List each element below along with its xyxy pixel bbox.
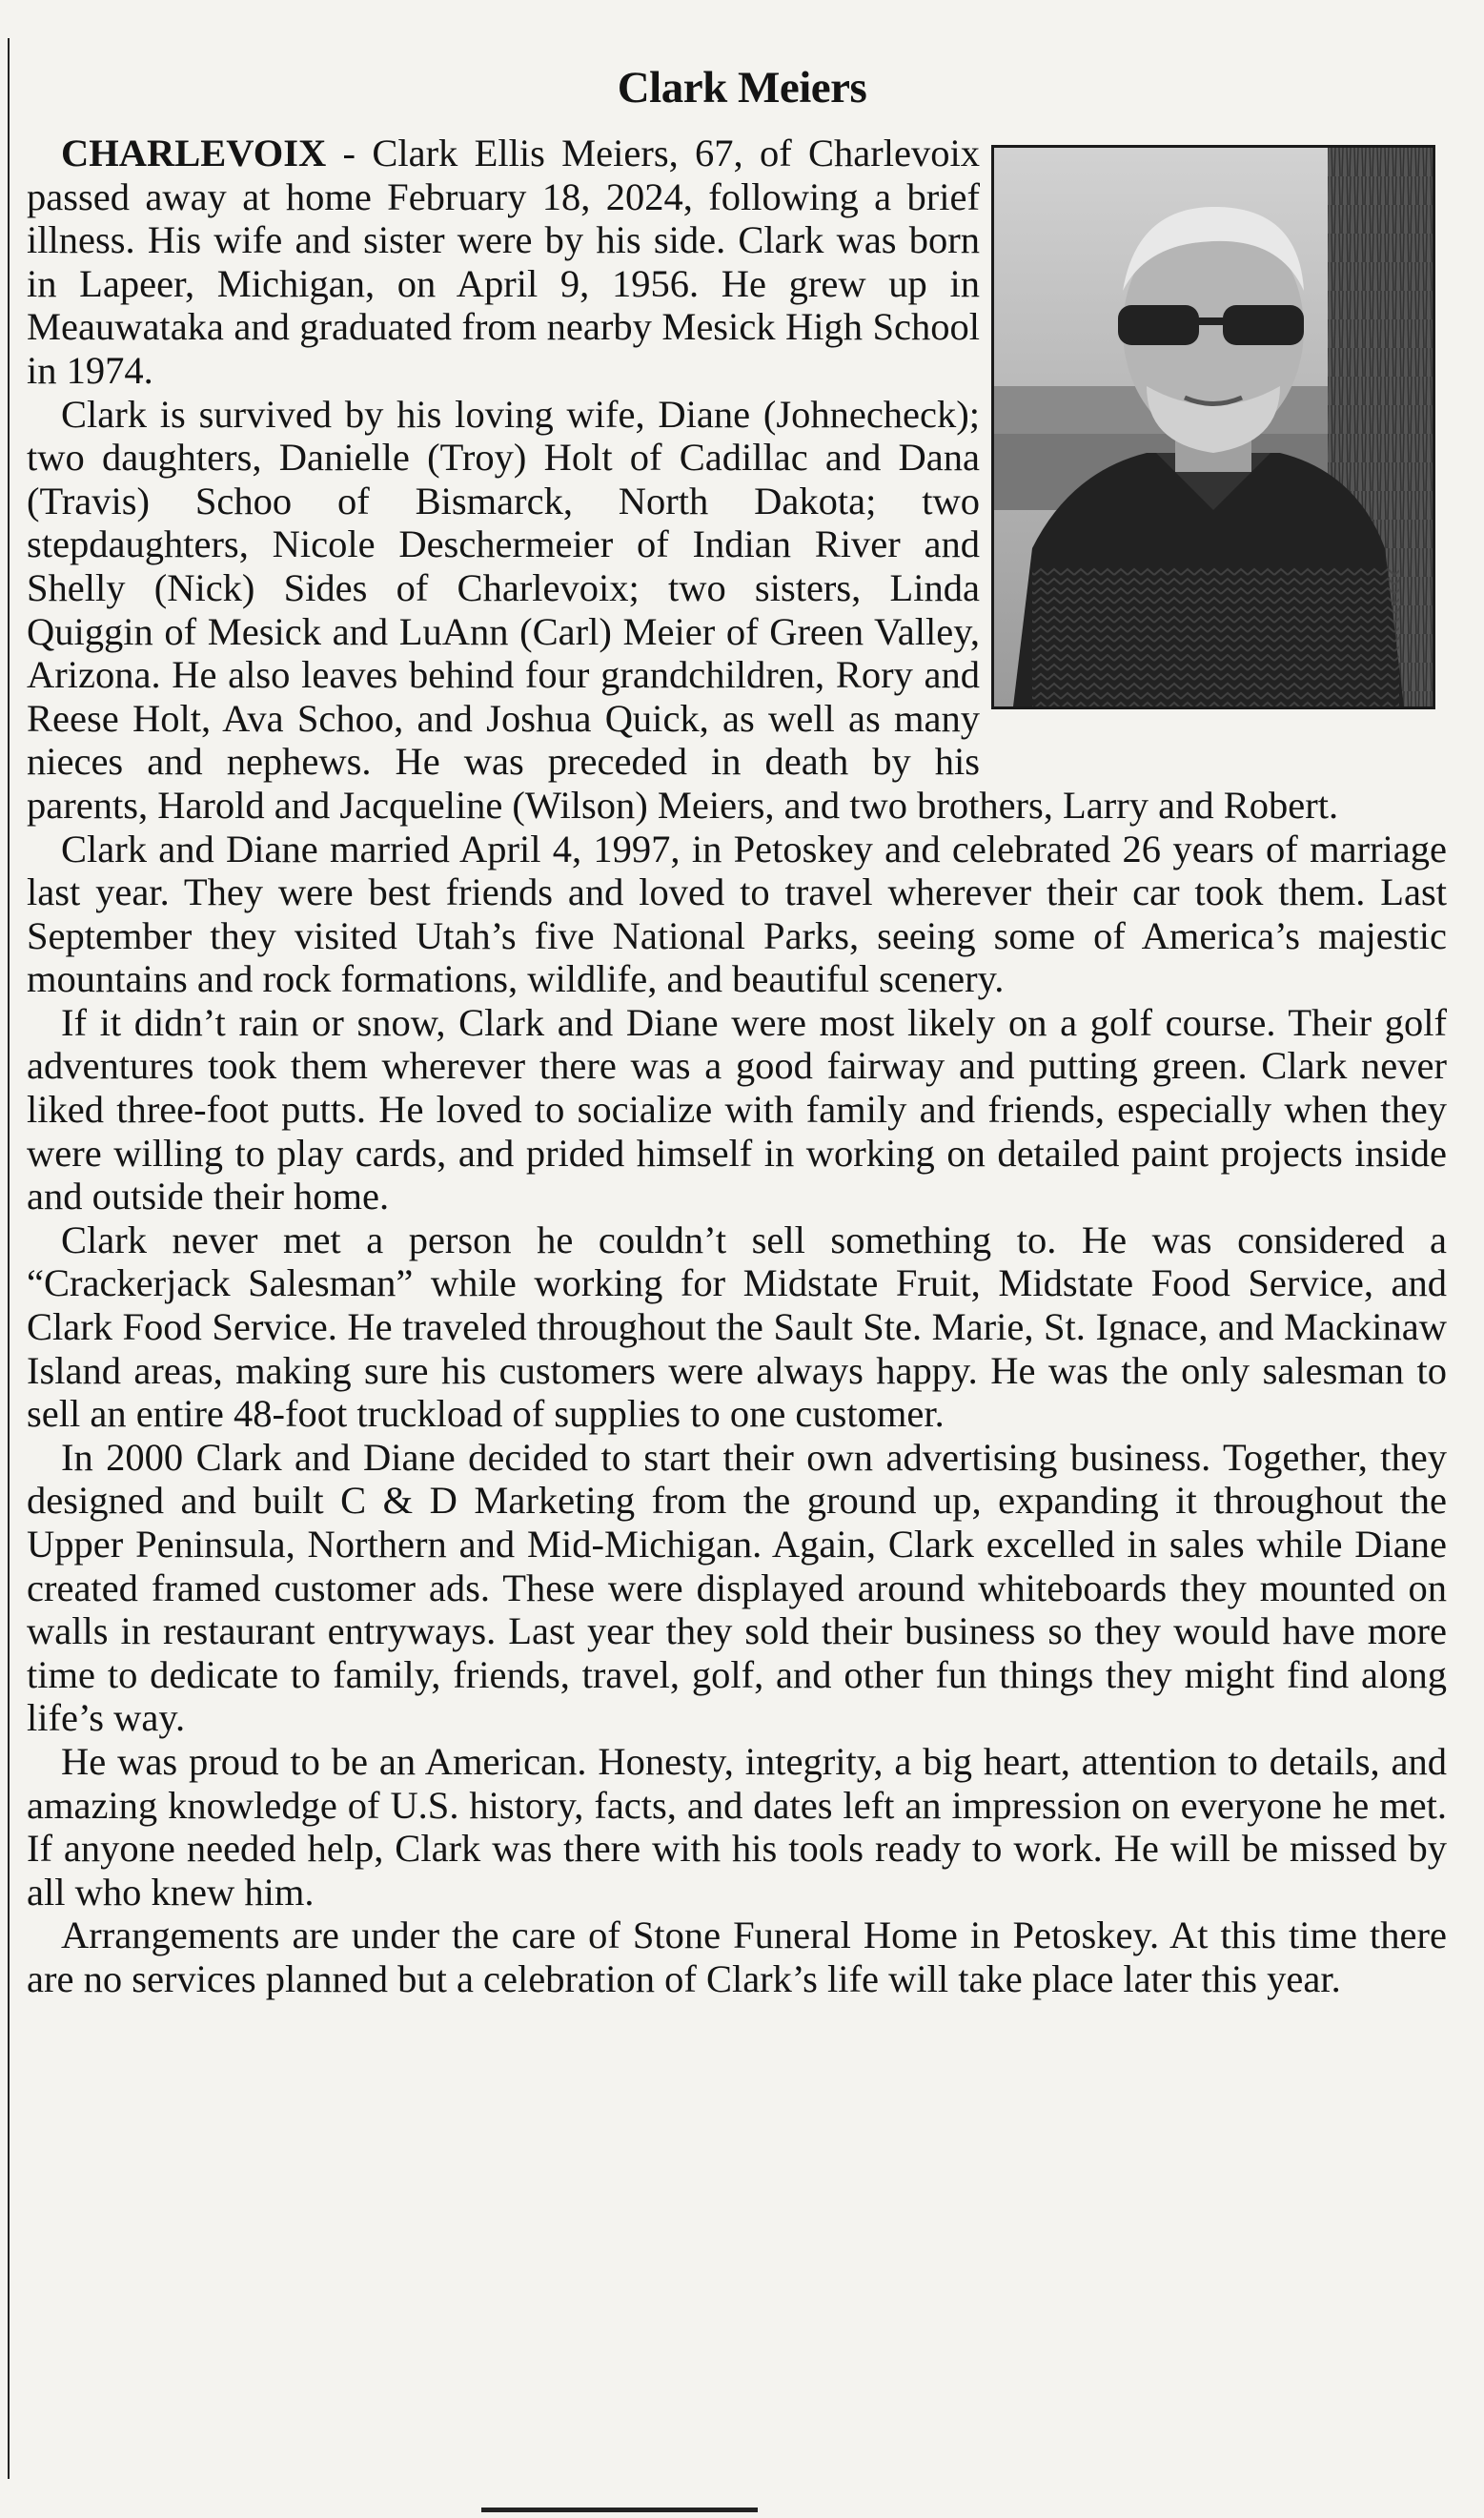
obituary-headline: Clark Meiers bbox=[617, 63, 867, 113]
paragraph-business: In 2000 Clark and Diane decided to start their own advertising business. Together, they designed and built C & D Marketing from the ground up, expanding it throughout the Upper Peninsula, Northern and Mid-Michigan. Again, Clark excelled in sales while Diane created framed customer ads. These were displayed around whiteboards they mounted on walls in restaurant entryways. Last year they sold their business so they would have more time to dedicate to family, friends, travel, golf, and other fun things they might find along life’s way. bbox=[27, 1435, 1447, 1740]
bottom-rule bbox=[481, 2508, 758, 2512]
paragraph-sales: Clark never met a person he couldn’t sell something to. He was considered a “Crackerjack Salesman” while working for Midstate Fruit, Midstate Food Service, and Clark Food Service. He traveled throughout the Sault Ste. Marie, St. Ignace, and Mackinaw Island areas, making sure his customers were always happy. He was the only salesman to sell an entire 48-foot truckload of supplies to one customer. bbox=[27, 1218, 1447, 1436]
paragraph-arrangements: Arrangements are under the care of Stone Funeral Home in Petoskey. At this time there are no services planned but a celebration of Clark’s life will take place later this year. bbox=[27, 1914, 1447, 2000]
photo-float-spacer bbox=[980, 132, 1447, 749]
paragraph-golf: If it didn’t rain or snow, Clark and Diane were most likely on a golf course. Their golf adventures took them wherever there was a good fairway and putting green. Clark never liked three-foot putts. He loved to socialize with family and friends, especially when they were willing to play cards, and prided himself in working on detailed paint projects inside and outside their home. bbox=[27, 1000, 1447, 1218]
dateline: CHARLEVOIX bbox=[61, 132, 327, 174]
paragraph-marriage: Clark and Diane married April 4, 1997, in Petoskey and celebrated 26 years of marriage last year. They were best friends and loved to travel wherever their car took them. Last September they visited Utah’s five National Parks, seeing some of America’s majestic mountains and rock formations, wildlife, and beautiful scenery. bbox=[27, 827, 1447, 1001]
paragraph-1-text: - Clark Ellis Meiers, 67, of Charlevoix passed away at home February 18, 2024, following a brief illness. His wife and sister were by his side. Clark was born in Lapeer, Michigan, on April 9, 1956. He grew up in Meauwataka and graduated from nearby Mesick High School in 1974. bbox=[27, 132, 980, 392]
obituary-body bbox=[27, 132, 1447, 2001]
paragraph-character: He was proud to be an American. Honesty, integrity, a big heart, attention to details, and amazing knowledge of U.S. history, facts, and dates left an impression on everyone he met. If anyone needed help, Clark was there with his tools ready to work. He will be missed by all who knew him. bbox=[27, 1739, 1447, 1914]
column-rule bbox=[8, 38, 10, 2479]
paragraph-survivors: Clark is survived by his loving wife, Diane (Johnecheck); two daughters, Danielle (Troy) Holt of Cadillac and Dana (Travis) Schoo of Bismarck, North Dakota; two stepdaughters, Nicole Deschermeier of Indian River and Shelly (Nick) Sides of Charlevoix; two sisters, Linda Quiggin of Mesick and LuAnn (Carl) Meier of Green Valley, Arizona. He also leaves behind four grandchildren, Rory and Reese Holt, Ava Schoo, and Joshua Quick, as well as many nieces and nephews. He was preceded in death by his parents, Harold and Jacqueline (Wilson) Meiers, and two brothers, Larry and Robert. bbox=[27, 392, 1339, 827]
